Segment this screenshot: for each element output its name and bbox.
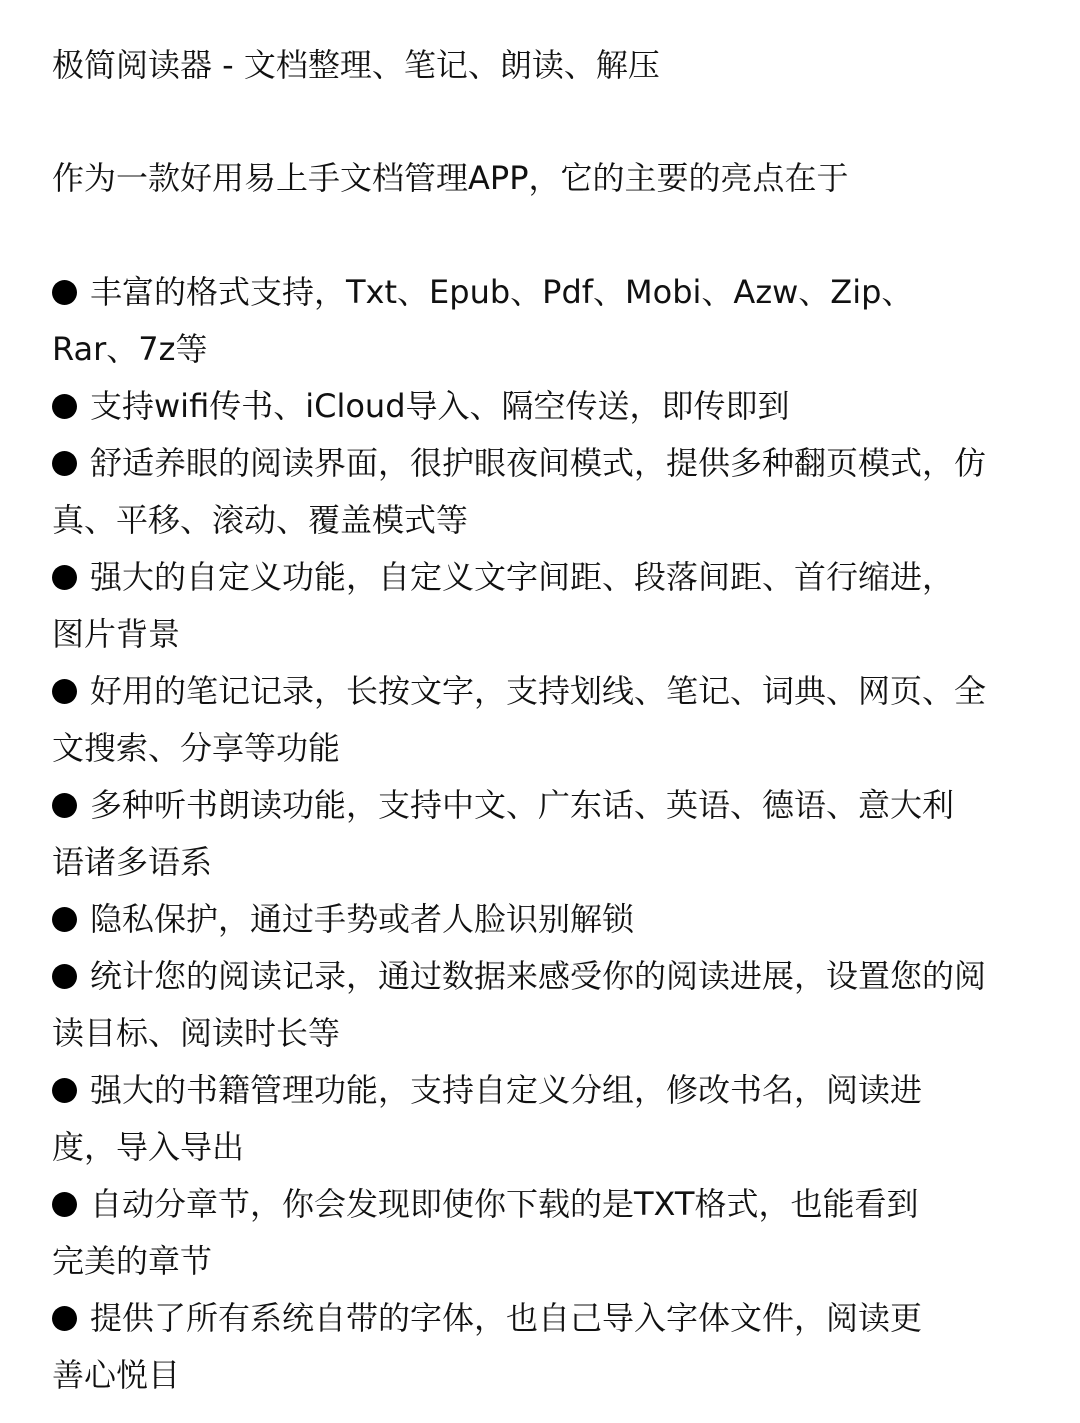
feature-line: 好用的笔记记录，长按文字，支持划线、笔记、词典、网页、全 [90, 672, 987, 710]
bullet-icon [52, 679, 77, 704]
bullet-icon [52, 280, 77, 305]
feature-item [52, 663, 1028, 777]
feature-line: Rar、7z等 [52, 330, 208, 368]
feature-item [52, 1290, 1028, 1404]
intro-text: 作为一款好用易上手文档管理APP，它的主要的亮点在于 [52, 159, 849, 197]
feature-line: 读目标、阅读时长等 [52, 1014, 341, 1052]
bullet-icon [52, 907, 77, 932]
bullet-icon [52, 1192, 77, 1217]
feature-line: 多种听书朗读功能，支持中文、广东话、英语、德语、意大利 [90, 786, 955, 824]
bullet-icon [52, 565, 77, 590]
feature-line: 强大的自定义功能，自定义文字间距、段落间距、首行缩进， [90, 558, 955, 596]
feature-line: 强大的书籍管理功能，支持自定义分组，修改书名，阅读进 [90, 1071, 923, 1109]
bullet-icon [52, 1078, 77, 1103]
feature-item [52, 1176, 1028, 1290]
feature-line: 丰富的格式支持，Txt、Epub、Pdf、Mobi、Azw、Zip、 [90, 273, 914, 311]
bullet-icon [52, 451, 77, 476]
feature-line: 度，导入导出 [52, 1128, 245, 1166]
feature-line: 真、平移、滚动、覆盖模式等 [52, 501, 469, 539]
bullet-icon [52, 793, 77, 818]
feature-line: 隐私保护，通过手势或者人脸识别解锁 [90, 900, 635, 938]
feature-line: 完美的章节 [52, 1242, 213, 1280]
feature-item [52, 948, 1028, 1062]
feature-line: 提供了所有系统自带的字体，也自己导入字体文件，阅读更 [90, 1299, 923, 1337]
feature-item [52, 777, 1028, 891]
feature-item [52, 549, 1028, 663]
bullet-icon [52, 1306, 77, 1331]
feature-line: 支持wifi传书、iCloud导入、隔空传送，即传即到 [90, 387, 790, 425]
feature-line: 图片背景 [52, 615, 181, 653]
feature-line: 文搜索、分享等功能 [52, 729, 341, 767]
feature-item [52, 435, 1028, 549]
feature-item [52, 1062, 1028, 1176]
bullet-icon [52, 394, 77, 419]
feature-line: 善心悦目 [52, 1356, 181, 1394]
feature-line: 语诸多语系 [52, 843, 213, 881]
document-title: 极简阅读器 - 文档整理、笔记、朗读、解压 [52, 46, 660, 84]
feature-line: 舒适养眼的阅读界面，很护眼夜间模式，提供多种翻页模式，仿 [90, 444, 987, 482]
feature-line: 自动分章节，你会发现即使你下载的是TXT格式，也能看到 [90, 1185, 919, 1223]
feature-list [52, 264, 1028, 1404]
feature-line: 统计您的阅读记录，通过数据来感受你的阅读进展，设置您的阅 [90, 957, 987, 995]
feature-item [52, 378, 1028, 435]
feature-item [52, 264, 1028, 378]
bullet-icon [52, 964, 77, 989]
feature-item [52, 891, 1028, 948]
